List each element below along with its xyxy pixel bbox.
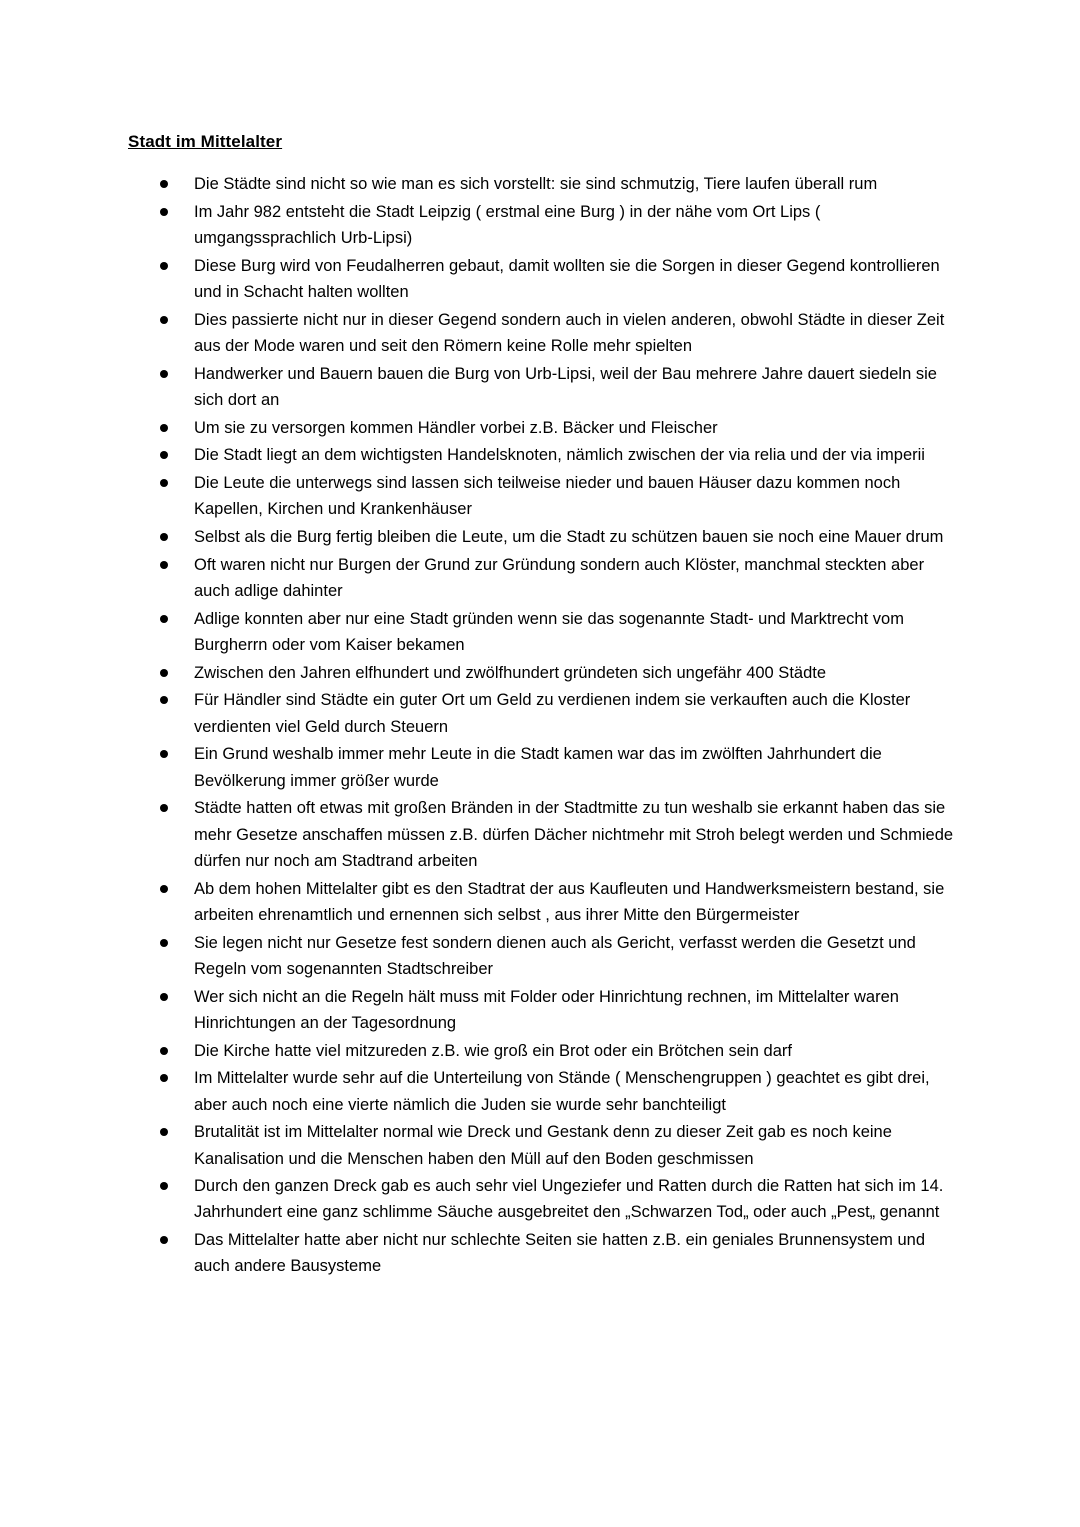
list-item [0,470,954,523]
list-item [0,930,954,983]
list-item-text: Im Jahr 982 entsteht die Stadt Leipzig ( erstmal eine Burg ) in der nähe vom Ort Lips ( umgangssprachlich Urb-Lipsi) [194,202,821,247]
bullet-icon [160,262,168,270]
bullet-icon [160,1047,168,1055]
list-item [0,1227,954,1280]
list-item-text: Die Städte sind nicht so wie man es sich vorstellt: sie sind schmutzig, Tiere laufen überall rum [194,175,878,193]
list-item-text: Ein Grund weshalb immer mehr Leute in die Stadt kamen war das im zwölften Jahrhundert die Bevölkerung immer größer wurde [194,745,882,790]
list-item-text: Im Mittelalter wurde sehr auf die Unterteilung von Stände ( Menschengruppen ) geachtet es gibt drei, aber auch noch eine vierte nämlich die Juden sie wurde sehr banchteiligt [194,1069,930,1114]
list-item-text: Selbst als die Burg fertig bleiben die Leute, um die Stadt zu schützen bauen sie noch eine Mauer drum [194,527,944,546]
list-item [0,1065,954,1118]
list-item [0,795,954,874]
list-item [0,415,954,441]
bullet-icon [160,1182,168,1190]
bullet-icon [160,424,168,432]
list-item [0,660,954,686]
list-item-text: Die Stadt liegt an dem wichtigsten Handelsknoten, nämlich zwischen der via relia und der via imperii [194,446,925,465]
bullet-list [0,171,1080,1281]
bullet-icon [160,939,168,947]
bullet-icon [160,615,168,623]
list-item [0,1038,954,1064]
bullet-icon [160,750,168,758]
list-item-text: Die Leute die unterwegs sind lassen sich teilweise nieder und bauen Häuser dazu kommen noch Kapellen, Kirchen und Krankenhäuser [194,474,901,519]
list-item [0,524,954,550]
list-item [0,1119,954,1172]
list-item-text: Wer sich nicht an die Regeln hält muss mit Folder oder Hinrichtung rechnen, im Mittelalter waren Hinrichtungen an der Tagesordnung [194,987,899,1032]
bullet-icon [160,533,168,541]
list-item [0,606,954,659]
page-title: Stadt im Mittelalter [128,132,283,151]
list-item-text: Die Kirche hatte viel mitzureden z.B. wie groß ein Brot oder ein Brötchen sein darf [194,1041,792,1060]
list-item-text: Städte hatten oft etwas mit großen Bränden in der Stadtmitte zu tun weshalb sie erkannt haben das sie mehr Gesetze anschaffen müssen z.B. dürfen Dächer nichtmehr mit Stroh belegt werden und Schmiede dürfen nur noch am Stadtrand arbeiten [194,799,954,870]
list-item-text: Handwerker und Bauern bauen die Burg von Urb-Lipsi, weil der Bau mehrere Jahre dauert siedeln sie sich dort an [194,364,937,409]
bullet-icon [160,1074,168,1082]
bullet-icon [160,208,168,216]
list-item-text: Adlige konnten aber nur eine Stadt gründen wenn sie das sogenannte Stadt- und Marktrecht vom Burgherrn oder vom Kaiser bekamen [194,609,904,654]
list-item [0,253,954,306]
bullet-icon [160,669,168,677]
list-item-text: Oft waren nicht nur Burgen der Grund zur Gründung sondern auch Klöster, manchmal steckten aber auch adlige dahinter [194,555,925,600]
list-item [0,876,954,929]
list-item [0,307,954,360]
bullet-icon [160,180,168,188]
list-item [0,199,954,252]
list-item [0,984,954,1037]
bullet-icon [160,561,168,569]
bullet-icon [160,1236,168,1244]
list-item-text: Sie legen nicht nur Gesetze fest sondern dienen auch als Gericht, verfasst werden die Gesetzt und Regeln vom sogenannten Stadtschreiber [194,933,916,978]
list-item-text: Brutalität ist im Mittelalter normal wie Dreck und Gestank denn zu dieser Zeit gab es noch keine Kanalisation und die Menschen haben den Müll auf den Boden geschmissen [194,1123,892,1168]
list-item [0,552,954,605]
list-item [0,361,954,414]
list-item-text: Zwischen den Jahren elfhundert und zwölfhundert gründeten sich ungefähr 400 Städte [194,663,827,682]
bullet-icon [160,885,168,893]
list-item-text: Durch den ganzen Dreck gab es auch sehr viel Ungeziefer und Ratten durch die Ratten hat sich im 14. Jahrhundert eine ganz schlimme Säuche ausgebreitet den „Schwarzen Tod„ oder auch „Pest„ genannt [194,1177,944,1222]
bullet-icon [160,479,168,487]
list-item [0,741,954,794]
list-item [0,687,954,740]
list-item-text: Diese Burg wird von Feudalherren gebaut, damit wollten sie die Sorgen in dieser Gegend kontrollieren und in Schacht halten wollten [194,256,940,301]
list-item-text: Um sie zu versorgen kommen Händler vorbei z.B. Bäcker und Fleischer [194,418,718,437]
bullet-icon [160,316,168,324]
bullet-icon [160,451,168,459]
bullet-icon [160,696,168,704]
list-item-text: Dies passierte nicht nur in dieser Gegend sondern auch in vielen anderen, obwohl Städte in dieser Zeit aus der Mode waren und seit den Römern keine Rolle mehr spielten [194,310,945,355]
list-item [0,442,954,468]
bullet-icon [160,804,168,812]
list-item-text: Für Händler sind Städte ein guter Ort um Geld zu verdienen indem sie verkauften auch die Kloster verdienten viel Geld durch Steuern [194,691,911,736]
list-item [0,171,954,197]
list-item-text: Das Mittelalter hatte aber nicht nur schlechte Seiten sie hatten z.B. ein geniales Brunnensystem und auch andere Bausysteme [194,1231,925,1276]
bullet-icon [160,993,168,1001]
list-item [0,1173,954,1226]
bullet-icon [160,1128,168,1136]
list-item-text: Ab dem hohen Mittelalter gibt es den Stadtrat der aus Kaufleuten und Handwerksmeistern bestand, sie arbeiten ehrenamtlich und ernennen sich selbst , aus ihrer Mitte den Bürgermeister [194,879,945,924]
bullet-icon [160,370,168,378]
